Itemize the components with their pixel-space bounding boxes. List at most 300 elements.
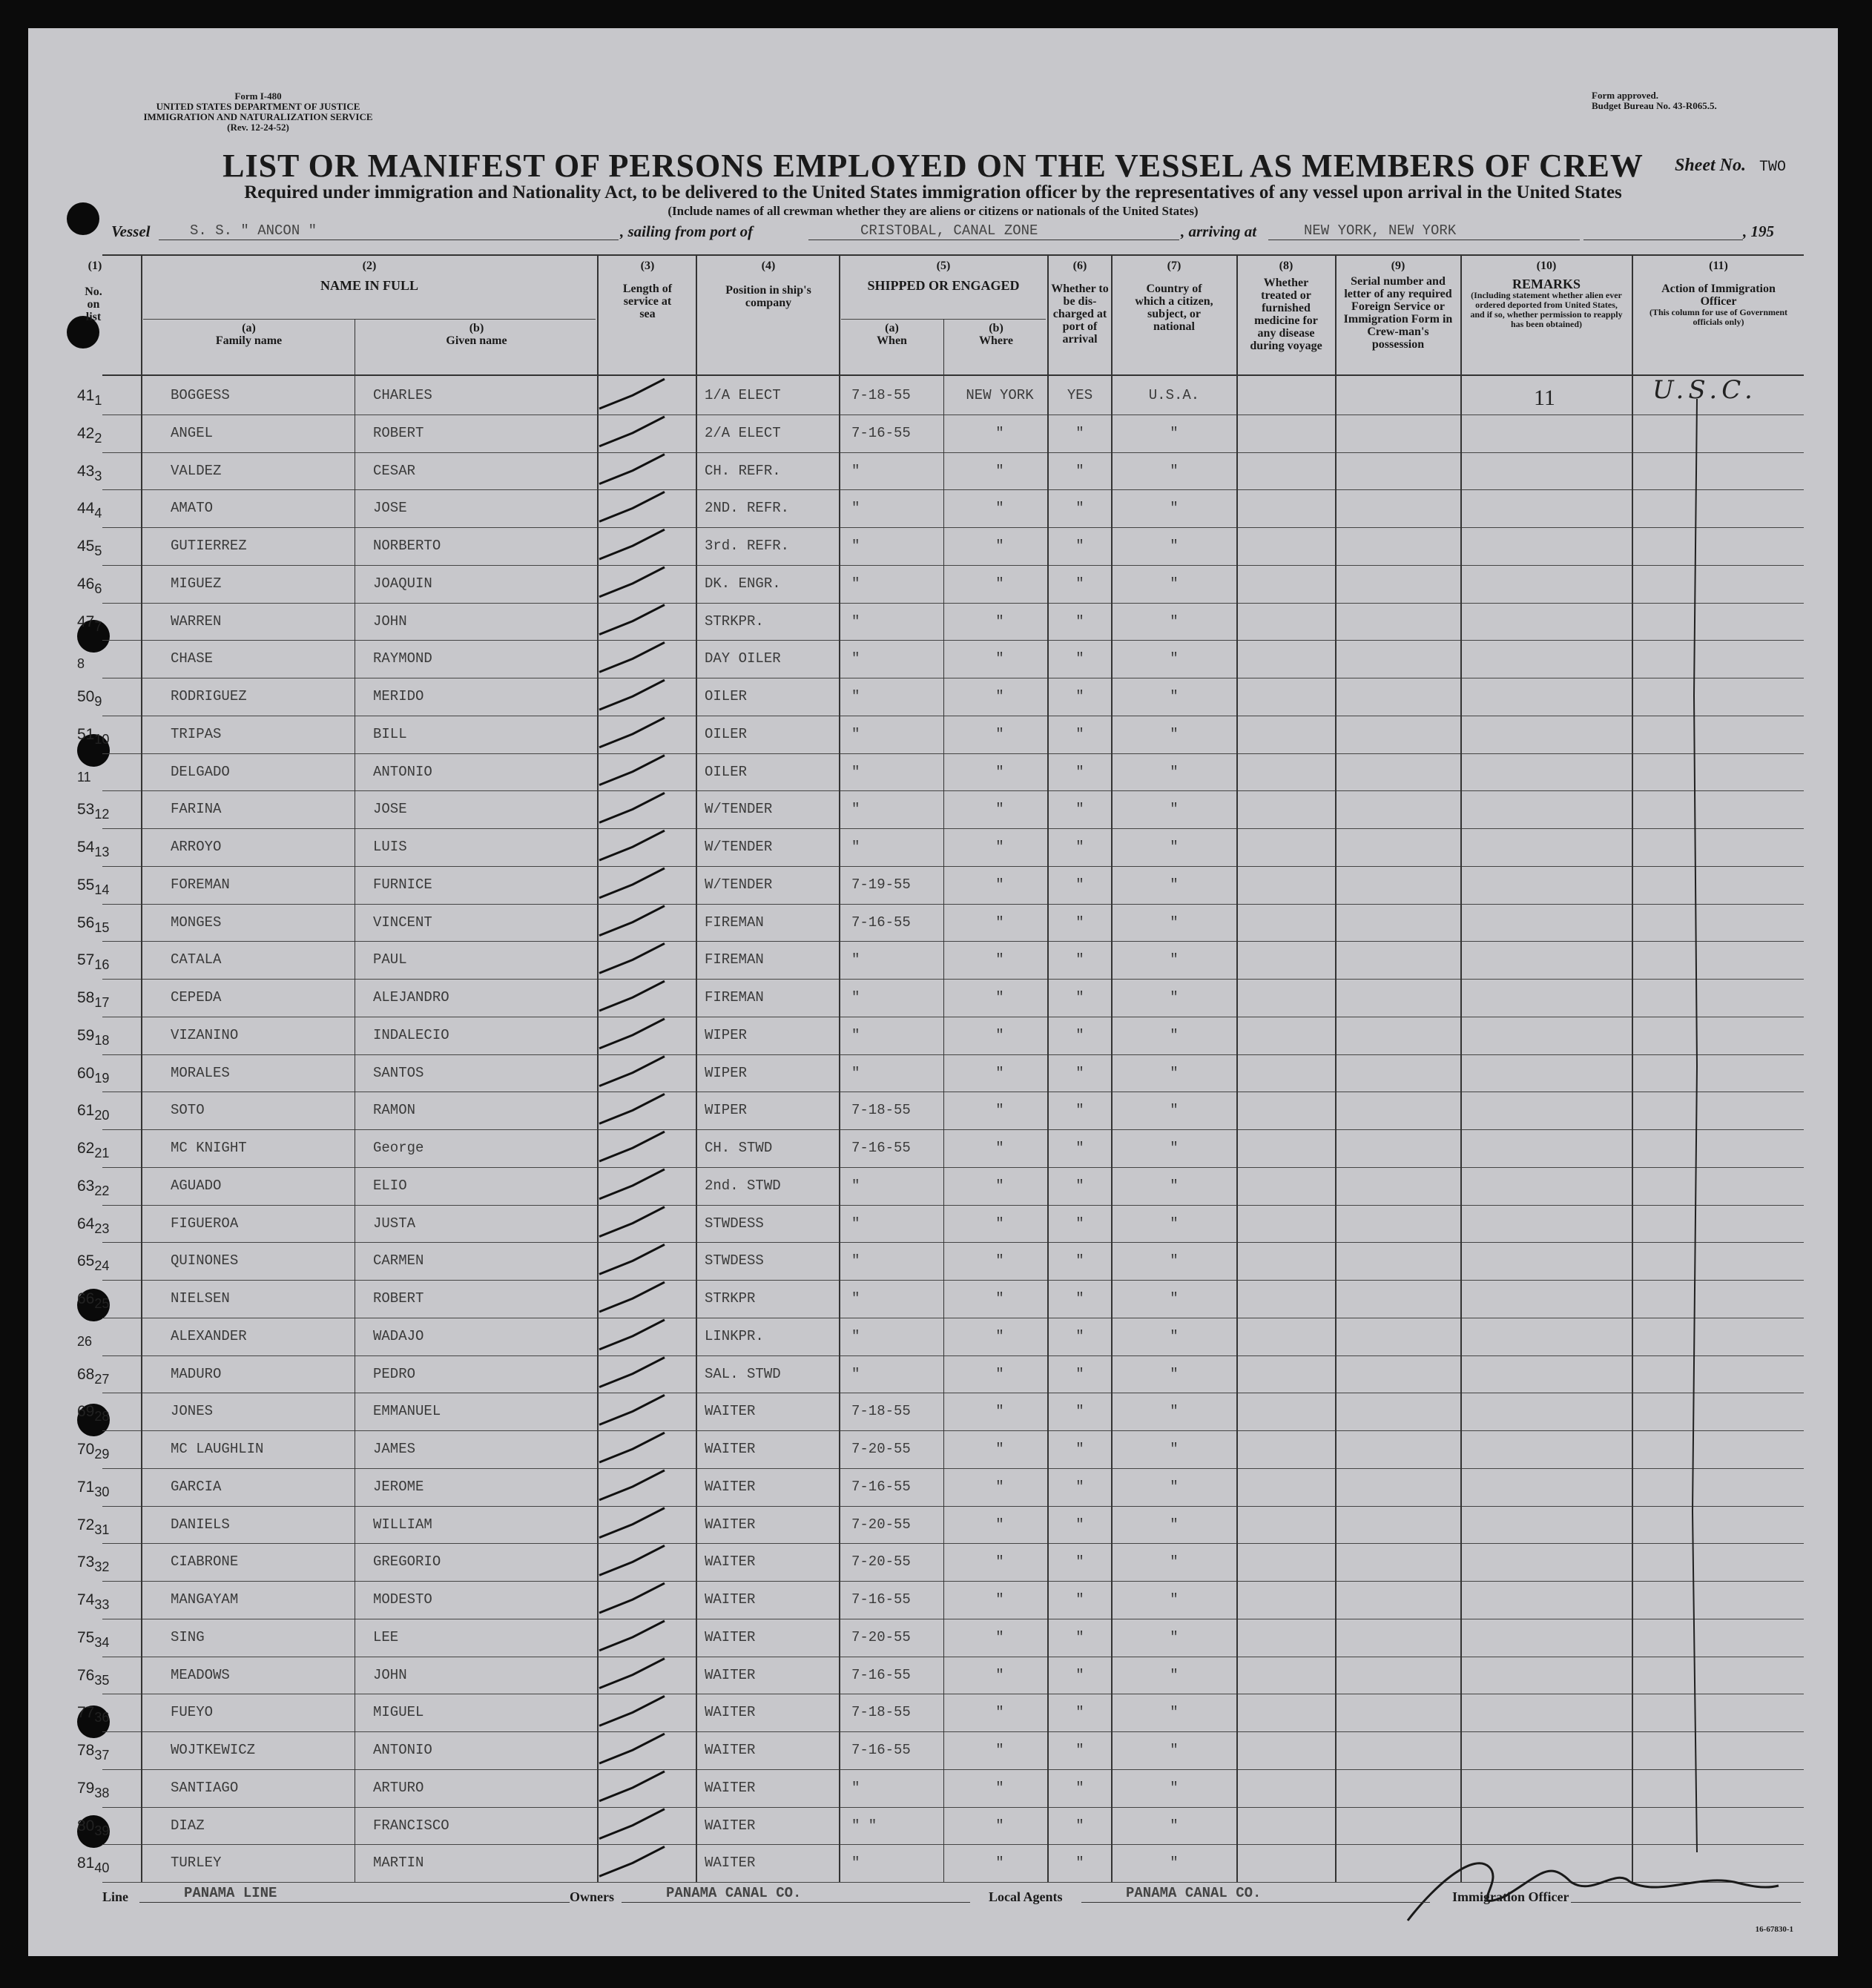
vessel-label: Vessel [111, 222, 151, 240]
handwritten-number: 62 [77, 1140, 95, 1157]
cell-where: " [995, 1855, 1004, 1872]
cell-where: " [995, 1553, 1004, 1571]
cell-pos: WAITER [705, 1478, 756, 1495]
cell-given: ALEJANDRO [373, 989, 449, 1005]
col8-number: (8) [1279, 260, 1293, 272]
cell-given: VINCENT [373, 914, 432, 931]
cell-country: " [1170, 1403, 1179, 1420]
cell-family: CEPEDA [171, 989, 222, 1005]
cell-where: " [995, 688, 1004, 704]
handwritten-number: 53 [77, 801, 95, 819]
cell-family: FUEYO [171, 1704, 214, 1721]
cell-country: " [1170, 1441, 1179, 1457]
cell-where: " [995, 725, 1004, 742]
handwritten-number: 63 [77, 1177, 95, 1195]
cell-disch: " [1075, 1252, 1084, 1269]
cell-family: DELGADO [171, 763, 230, 780]
cell-when: " [851, 462, 860, 479]
cell-country: " [1170, 1817, 1179, 1834]
cell-pos: WAITER [705, 1666, 756, 1683]
cell-pos: W/TENDER [705, 801, 773, 818]
cell-pos: 1/A ELECT [705, 387, 781, 403]
handwritten-number: 76 [77, 1666, 95, 1684]
cell-where: " [995, 538, 1004, 554]
cell-when: 7-16-55 [851, 1666, 911, 1683]
list-number: 33 [94, 1597, 110, 1612]
list-number: 22 [94, 1183, 110, 1198]
cell-when: 7-20-55 [851, 1441, 911, 1457]
vessel-name: S. S. " ANCON " [159, 222, 619, 240]
cell-disch: " [1075, 801, 1084, 818]
cell-disch: " [1075, 612, 1084, 630]
cell-where: " [995, 1516, 1004, 1533]
cell-when: " [851, 612, 860, 630]
cell-when: 7-20-55 [851, 1516, 911, 1533]
cell-pos: WIPER [705, 1064, 748, 1081]
check-mark [599, 1433, 665, 1462]
handwritten-number: 66 [77, 1290, 95, 1307]
cell-given: CHARLES [373, 387, 432, 403]
cell-where: " [995, 1064, 1004, 1081]
col2-label: NAME IN FULL [320, 278, 418, 293]
handwritten-number: 68 [77, 1365, 95, 1383]
cell-pos: WAITER [705, 1742, 756, 1758]
cell-where: NEW YORK [966, 387, 1034, 403]
col10-label: REMARKS [1512, 277, 1581, 291]
cell-given: MIGUEL [373, 1704, 424, 1721]
cell-country: " [1170, 1026, 1179, 1043]
check-mark [599, 1846, 665, 1876]
cell-country: " [1170, 801, 1179, 818]
cell-disch: " [1075, 1478, 1084, 1495]
budget-number: Budget Bureau No. 43-R065.5. [1592, 100, 1717, 111]
list-number: 26 [77, 1333, 93, 1349]
check-mark [599, 1809, 665, 1839]
list-number: 18 [94, 1032, 110, 1048]
cell-family: MANGAYAM [171, 1591, 239, 1608]
cell-country: " [1170, 1628, 1179, 1645]
cell-country: " [1170, 1742, 1179, 1758]
cell-where: " [995, 1252, 1004, 1269]
col9-number: (9) [1391, 260, 1405, 272]
cell-pos: WAITER [705, 1516, 756, 1533]
list-number: 12 [94, 807, 110, 822]
cell-family: AMATO [171, 500, 214, 517]
cell-family: MEADOWS [171, 1666, 230, 1683]
check-mark [599, 868, 665, 898]
list-number: 16 [94, 957, 110, 973]
cell-disch: " [1075, 1666, 1084, 1683]
cell-family: ARROYO [171, 839, 222, 855]
handwritten-number: 41 [77, 387, 95, 404]
cell-when: " [851, 538, 860, 554]
cell-given: PEDRO [373, 1365, 416, 1382]
cell-country: " [1170, 1327, 1179, 1344]
cell-family: MC LAUGHLIN [171, 1441, 264, 1457]
list-number: 32 [94, 1559, 110, 1575]
cell-family: CIABRONE [171, 1553, 239, 1571]
cell-family: TURLEY [171, 1855, 222, 1872]
agents-value: PANAMA CANAL CO. [1081, 1885, 1430, 1903]
cell-when: " [851, 763, 860, 780]
cell-where: " [995, 1140, 1004, 1156]
cell-given: WILLIAM [373, 1516, 432, 1533]
handwritten-number: 75 [77, 1628, 95, 1646]
col5a-number: (a) [885, 322, 899, 334]
cell-given: EMMANUEL [373, 1403, 441, 1420]
cell-when: 7-16-55 [851, 1742, 911, 1758]
cell-where: " [995, 763, 1004, 780]
list-number: 29 [94, 1447, 110, 1462]
cell-family: DANIELS [171, 1516, 230, 1533]
cell-family: DIAZ [171, 1817, 205, 1834]
cell-given: LEE [373, 1628, 399, 1645]
cell-where: " [995, 500, 1004, 517]
col5b-label: Where [979, 334, 1013, 347]
sheet-value: TWO [1759, 159, 1786, 176]
page-title: LIST OR MANIFEST OF PERSONS EMPLOYED ON THE VESSEL AS MEMBERS OF CREW [223, 148, 1644, 184]
list-number: 23 [94, 1221, 110, 1236]
list-number: 39 [94, 1823, 110, 1838]
cell-disch: " [1075, 500, 1084, 517]
officer-signature-line [1571, 1885, 1801, 1903]
cell-where: " [995, 612, 1004, 630]
cell-given: ELIO [373, 1177, 407, 1194]
cell-pos: WAITER [705, 1855, 756, 1872]
cell-when: 7-18-55 [851, 1102, 911, 1119]
cell-pos: WAITER [705, 1628, 756, 1645]
cell-where: " [995, 1403, 1004, 1420]
col2b-label: Given name [446, 334, 507, 347]
cell-given: JOHN [373, 1666, 407, 1683]
list-number: 15 [94, 919, 110, 935]
cell-country: " [1170, 1140, 1179, 1156]
list-number: 30 [94, 1484, 110, 1499]
cell-given: CARMEN [373, 1252, 424, 1269]
check-mark [599, 1545, 665, 1575]
cell-country: " [1170, 1064, 1179, 1081]
cell-family: SANTIAGO [171, 1779, 239, 1796]
cell-when: " [851, 575, 860, 592]
cell-given: JOHN [373, 612, 407, 630]
cell-disch: " [1075, 1628, 1084, 1645]
check-mark [599, 1244, 665, 1274]
cell-pos: WAITER [705, 1553, 756, 1571]
cell-pos: 2/A ELECT [705, 424, 781, 441]
cell-where: " [995, 1779, 1004, 1796]
col9-label: Serial number and letter of any required Foreign Service or Immigration Form in Crew-man's possession [1343, 275, 1453, 351]
cell-pos: 3rd. REFR. [705, 538, 790, 554]
sheet-label: Sheet No. [1674, 156, 1746, 175]
handwritten-number: 51 [77, 725, 95, 743]
manifest-sheet [28, 28, 1838, 1956]
cell-country: " [1170, 1365, 1179, 1382]
col11-label: Action of Immigration Officer [1661, 283, 1776, 308]
cell-where: " [995, 989, 1004, 1005]
cell-where: " [995, 1478, 1004, 1495]
col1-label: No. on list [85, 285, 102, 323]
cell-where: " [995, 1628, 1004, 1645]
cell-family: MORALES [171, 1064, 230, 1081]
approved-text: Form approved. [1592, 90, 1659, 101]
col4-label: Position in ship's company [725, 284, 811, 309]
cell-family: FOREMAN [171, 876, 230, 893]
cell-country: " [1170, 1290, 1179, 1307]
cell-where: " [995, 424, 1004, 441]
cell-family: VALDEZ [171, 462, 222, 479]
cell-where: " [995, 1441, 1004, 1457]
cell-pos: WAITER [705, 1704, 756, 1721]
cell-pos: W/TENDER [705, 876, 773, 893]
cell-given: MARTIN [373, 1855, 424, 1872]
list-number: 6 [94, 581, 102, 596]
list-number: 5 [94, 544, 102, 558]
cell-when: 7-16-55 [851, 1478, 911, 1495]
col7-number: (7) [1167, 260, 1181, 272]
cell-when: " [851, 688, 860, 704]
check-mark [599, 1771, 665, 1801]
cell-family: QUINONES [171, 1252, 239, 1269]
cell-country: " [1170, 914, 1179, 931]
col7-label: Country of which a citizen, subject, or national [1135, 283, 1213, 333]
handwritten-number: 71 [77, 1478, 95, 1496]
check-mark [599, 1019, 665, 1049]
cell-family: TRIPAS [171, 725, 222, 742]
cell-disch: " [1075, 650, 1084, 667]
list-number: 20 [94, 1108, 110, 1123]
col10-number: (10) [1536, 260, 1557, 272]
form-number: Form I-480 [234, 90, 282, 102]
cell-when: 7-16-55 [851, 1140, 911, 1156]
cell-family: RODRIGUEZ [171, 688, 247, 704]
check-mark [599, 793, 665, 822]
cell-family: AGUADO [171, 1177, 222, 1194]
cell-pos: WAITER [705, 1403, 756, 1420]
revision: (Rev. 12-24-52) [227, 122, 289, 133]
handwritten-number: 47 [77, 612, 95, 630]
cell-when: 7-20-55 [851, 1553, 911, 1571]
cell-country: " [1170, 650, 1179, 667]
cell-family: FARINA [171, 801, 222, 818]
cell-pos: DAY OILER [705, 650, 781, 667]
check-mark [599, 830, 665, 860]
cell-where: " [995, 839, 1004, 855]
cell-disch: " [1075, 1064, 1084, 1081]
check-mark [599, 455, 665, 484]
cell-given: MERIDO [373, 688, 424, 704]
list-number: 14 [94, 882, 110, 897]
cell-disch: " [1075, 1779, 1084, 1796]
cell-when: 7-18-55 [851, 1704, 911, 1721]
cell-where: " [995, 575, 1004, 592]
list-number: 34 [94, 1634, 110, 1650]
cell-pos: FIREMAN [705, 951, 764, 968]
cell-when: 7-16-55 [851, 424, 911, 441]
cell-where: " [995, 1215, 1004, 1232]
cell-given: SANTOS [373, 1064, 424, 1081]
cell-given: FRANCISCO [373, 1817, 449, 1834]
list-number: 2 [94, 430, 102, 446]
check-mark [599, 379, 665, 409]
cell-disch: " [1075, 1403, 1084, 1420]
handwritten-number: 46 [77, 575, 95, 592]
check-mark [599, 1094, 665, 1123]
cell-country: " [1170, 1478, 1179, 1495]
cell-pos: WIPER [705, 1026, 748, 1043]
cell-family: FIGUEROA [171, 1215, 239, 1232]
include-note: (Include names of all crewman whether they are aliens or citizens or nationals of the United States) [668, 204, 1199, 218]
col2a-number: (a) [242, 322, 256, 334]
cell-pos: WAITER [705, 1779, 756, 1796]
cell-given: FURNICE [373, 876, 432, 893]
cell-disch: " [1075, 876, 1084, 893]
cell-where: " [995, 1327, 1004, 1344]
handwritten-number: 61 [77, 1102, 95, 1120]
list-number: 25 [94, 1296, 110, 1311]
col5b-number: (b) [989, 322, 1003, 334]
cell-family: GARCIA [171, 1478, 222, 1495]
cell-family: ALEXANDER [171, 1327, 247, 1344]
cell-family: BOGGESS [171, 387, 230, 403]
cell-when: " [851, 725, 860, 742]
cell-pos: STWDESS [705, 1215, 764, 1232]
cell-given: LUIS [373, 839, 407, 855]
cell-family: MIGUEZ [171, 575, 222, 592]
cell-country: " [1170, 1252, 1179, 1269]
cell-family: CATALA [171, 951, 222, 968]
agents-label: Local Agents [989, 1889, 1063, 1904]
cell-when: " [851, 1365, 860, 1382]
cell-country: " [1170, 462, 1179, 479]
check-mark [599, 605, 665, 635]
check-mark [599, 1169, 665, 1199]
cell-pos: OILER [705, 763, 748, 780]
cell-country: " [1170, 1516, 1179, 1533]
cell-family: VIZANINO [171, 1026, 239, 1043]
cell-when: " [851, 989, 860, 1005]
handwritten-number: 50 [77, 688, 95, 705]
col5a-label: When [877, 334, 907, 347]
check-mark [599, 1696, 665, 1726]
cell-when: " [851, 1177, 860, 1194]
list-number: 27 [94, 1371, 110, 1387]
list-number: 31 [94, 1522, 110, 1537]
sailing-port: CRISTOBAL, CANAL ZONE [808, 222, 1179, 240]
arriving-port: NEW YORK, NEW YORK [1268, 222, 1580, 240]
cell-given: ANTONIO [373, 763, 432, 780]
cell-disch: " [1075, 1365, 1084, 1382]
cell-given: MODESTO [373, 1591, 432, 1608]
cell-where: " [995, 1591, 1004, 1608]
subtitle: Required under immigration and Nationality Act, to be delivered to the United States immigration officer by the representatives of any vessel upon arrival in the United States [244, 182, 1622, 202]
cell-disch: " [1075, 839, 1084, 855]
cell-where: " [995, 1666, 1004, 1683]
cell-disch: " [1075, 462, 1084, 479]
check-mark [599, 492, 665, 521]
cell-country: " [1170, 1591, 1179, 1608]
col2b-number: (b) [469, 322, 484, 334]
check-mark [599, 906, 665, 936]
col6-label: Whether to be dis-charged at port of arrival [1051, 283, 1109, 346]
arriving-label: , arriving at [1181, 222, 1257, 240]
cell-country: " [1170, 1177, 1179, 1194]
cell-given: ANTONIO [373, 1742, 432, 1758]
cell-when: " [851, 801, 860, 818]
cell-when: " [851, 1064, 860, 1081]
check-mark [599, 1659, 665, 1688]
cell-disch: " [1075, 914, 1084, 931]
col10-note: (Including statement whether alien ever ordered deported from United States, and if so, whether permission to reapply has been obtained) [1470, 290, 1623, 329]
cell-disch: " [1075, 725, 1084, 742]
cell-where: " [995, 1742, 1004, 1758]
list-number: 28 [94, 1409, 110, 1424]
cell-country: " [1170, 1215, 1179, 1232]
col6-number: (6) [1072, 260, 1087, 272]
cell-where: " [995, 951, 1004, 968]
cell-given: ARTURO [373, 1779, 424, 1796]
cell-country: " [1170, 989, 1179, 1005]
cell-given: WADAJO [373, 1327, 424, 1344]
cell-when: " [851, 1026, 860, 1043]
list-number: 19 [94, 1070, 110, 1086]
list-number: 21 [94, 1146, 110, 1160]
cell-disch: " [1075, 1327, 1084, 1344]
list-number: 36 [94, 1710, 110, 1726]
handwritten-number: 78 [77, 1742, 95, 1759]
cell-disch: " [1075, 1855, 1084, 1872]
cell-given: JOSE [373, 500, 407, 517]
cell-country: " [1170, 1553, 1179, 1571]
cell-when: " " [851, 1817, 877, 1834]
list-number: 35 [94, 1672, 110, 1688]
cell-pos: WAITER [705, 1817, 756, 1834]
department: UNITED STATES DEPARTMENT OF JUSTICE [156, 101, 360, 112]
handwritten-number: 74 [77, 1591, 95, 1608]
col5-label: SHIPPED OR ENGAGED [867, 278, 1020, 293]
cell-disch: YES [1067, 387, 1093, 403]
list-number: 38 [94, 1785, 110, 1800]
cell-when: 7-18-55 [851, 1403, 911, 1420]
cell-where: " [995, 462, 1004, 479]
col3-number: (3) [640, 260, 655, 272]
cell-disch: " [1075, 763, 1084, 780]
cell-when: 7-16-55 [851, 1591, 911, 1608]
cell-family: ANGEL [171, 424, 214, 441]
check-mark [599, 981, 665, 1011]
check-mark [599, 1207, 665, 1237]
cell-when: 7-18-55 [851, 387, 911, 403]
cell-disch: " [1075, 1215, 1084, 1232]
col11-note: (This column for use of Government officials only) [1649, 307, 1788, 327]
check-mark [599, 1057, 665, 1086]
check-mark [599, 1621, 665, 1651]
cell-where: " [995, 914, 1004, 931]
handwritten-number: 80 [77, 1817, 95, 1835]
handwritten-number: 73 [77, 1553, 95, 1571]
cell-disch: " [1075, 1140, 1084, 1156]
list-number: 1 [94, 393, 102, 408]
check-mark [599, 943, 665, 973]
check-mark [599, 1583, 665, 1613]
cell-when: " [851, 500, 860, 517]
cell-given: GREGORIO [373, 1553, 441, 1571]
cell-country: " [1170, 1855, 1179, 1872]
cell-when: 7-16-55 [851, 914, 911, 931]
cell-given: JOAQUIN [373, 575, 432, 592]
handwritten-number: 60 [77, 1064, 95, 1082]
sailing-label: , sailing from port of [620, 222, 754, 240]
cell-country: " [1170, 1102, 1179, 1119]
